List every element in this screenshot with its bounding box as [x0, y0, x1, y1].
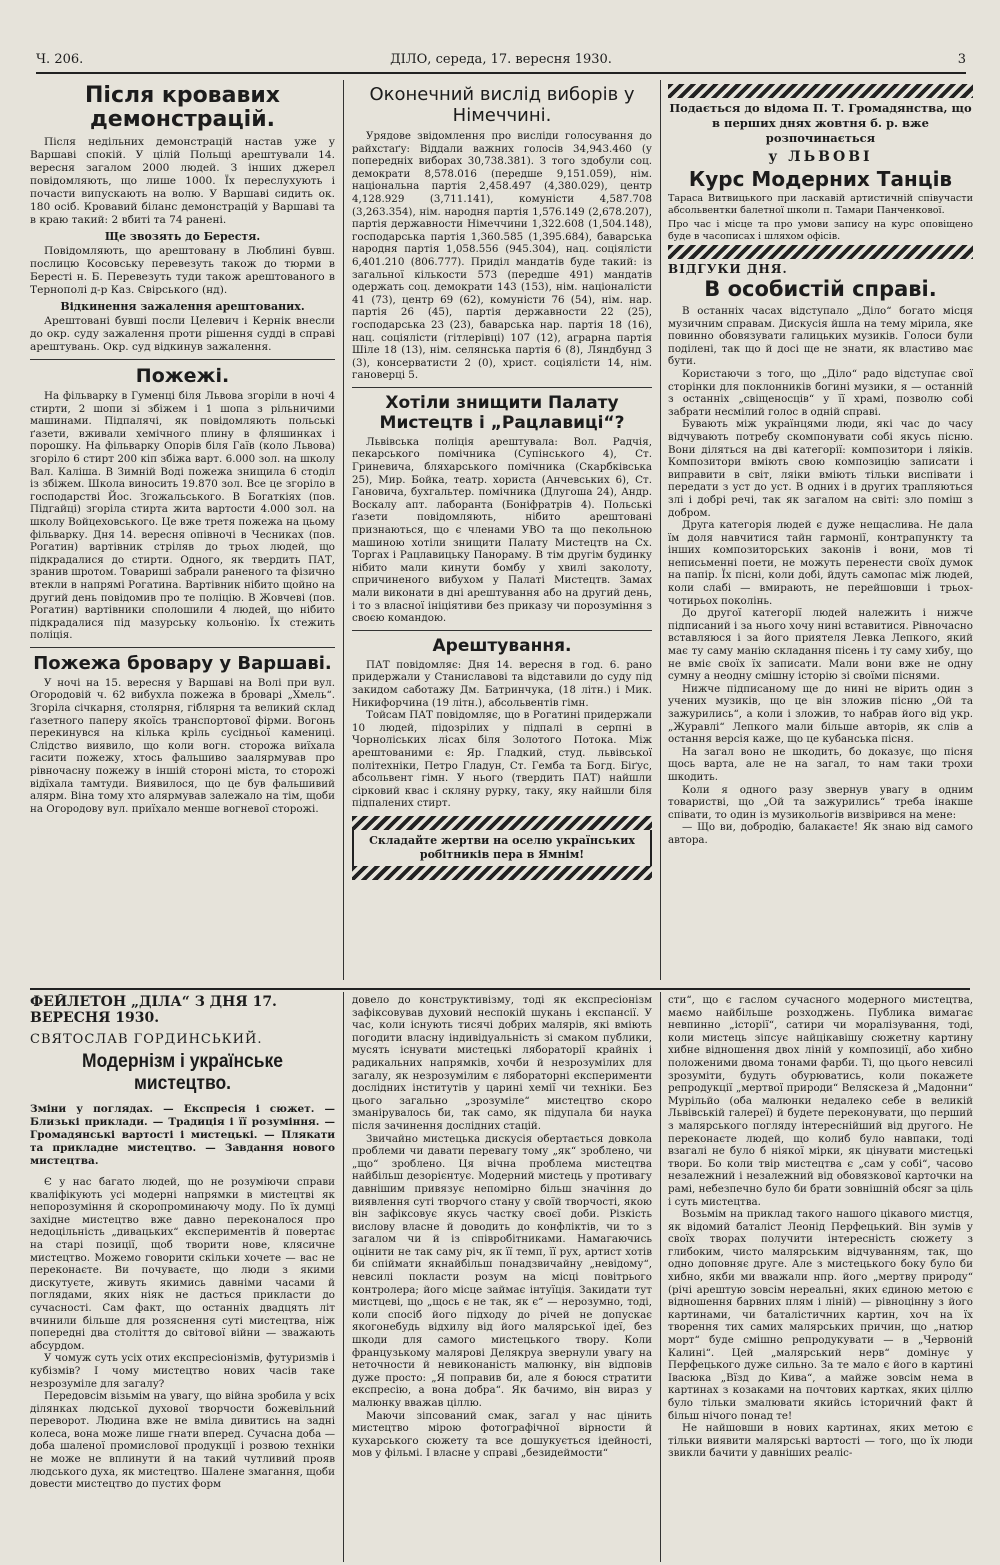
- author-name: СВЯТОСЛАВ ГОРДИНСЬКИЙ.: [30, 1032, 263, 1047]
- divider: [352, 630, 652, 631]
- headline-german-elections: Оконечний вислід виборів у Німеччині.: [369, 84, 635, 126]
- headline-palace-of-arts: Хотіли знищити Палату Мистецтв і „Рацлавиці“?: [379, 392, 625, 433]
- column-1: [30, 84, 335, 986]
- article-paragraph: Звичайно мистецька дискусія обертається довкола проблеми чи давати перевагу тому „як“ зроблено, чи „що“ зроблено. Ця вічна проблема мистецтва найбільш дезорієнтує. Модерний мистець у противагу давнішим привязує непомірно більш значіння до виявлення суті творчого стану у своїй творчості, якою він зафіксовує якусь частку своєї доби. Різкість вислову власне й доводить до конфліктів, чи то з загалом чи й із співробітниками. Намагаючись оцінити не так саму річ, як її темп, її рух, артист хотів би спіймати якнайбільш понадзвичайну „невідому“, невсилі покласти розум на місці повітрього контролера; його місце займає інтуїція. Закидати тут мистцеві, що „щось є не так, як є“ — нерозумно, тоді, коли спосіб його підходу до річей не допускає якогонебудь відхилу від його малярської ідеї, без шкоди для самого мистецького твору. Коли французькому малярові Делякруа звернули увагу на неточности й невиконаність малюнку, він відповів дуже просто: „Я поправив би, але я боюся стратити експресію, а вона добра“. Як бачимо, він вираз у малюнку вважав ціллю.: [352, 1132, 652, 1409]
- article-paragraph: Користаючи з того, що „Діло“ радо відступає свої сторінки для поклонників богині музики, я — останній з останніх „свіщеносців“ у її храмі, позволю собі забрати несмілий голос в одній справі.: [668, 367, 973, 418]
- article-paragraph: Коли я одного разу звернув увагу в одним товаристві, що „Ой та зажурились“ треба інакше співати, то один із музикольогів визвірився на мене:: [668, 783, 973, 821]
- article-paragraph: Маючи зіпсований смак, загал у нас цінить мистецтво мірою фотографічної вірности й кухарського сюжету та все дошукується ідейності, мов у фільмі. І власне у справі „безидеймости“: [352, 1409, 652, 1460]
- article-paragraph: сти“, що є гаслом сучасного модерного мистецтва, маємо найбільше розходжень. Публика вимагає невпинно „історії“, сатири чи моралізування, тоді, коли мистець зіпсує найцікавішу сюжетну картину хибне відношення двох ліній у композиції, або хибно положеними двома тонами фарби. Ті, що цього невсилі зрозуміти, будуть обурюватись, коли покажете репродукції „мертвої природи“ Веляскеза й „Мадонни“ Мурільйо (оба малюнки недалеко себе в великій Львівській галереї) й будете переконувати, що перший з малярського погляду інтереснійший від другого. Не переконаєте людей, що колиб було навпаки, тоді взагалі не було б ніякої мірки, як цінувати мистецькі твори. Бо коли твір мистецтва є „сам у собі“, часово незалежний і незалежний від обовязкової карточки на рамі, небезпечно було би брати зовнішній обсяг за ціль і суть мистецтва.: [668, 994, 973, 1208]
- headline-brewery-fire: Пожежа бровару у Варшаві.: [33, 652, 332, 674]
- ad-text: Про час і місце та про умови запису на курс оповіщено буде в часописах і шляхом офісів.: [668, 219, 973, 242]
- column-divider: [343, 992, 344, 1562]
- feuilleton-title: Модернізм і українське мистецтво.: [82, 1051, 283, 1094]
- decorative-border: [352, 816, 652, 830]
- article-paragraph: Після недільних демонстрацій настав уже у Варшаві спокій. У цілій Польщі арештували 14. вересня загалом 2000 людей. З інших джерел повідомляють, що лише 1000. Їх переслухують і почасти випускають на волю. У Варшаві сидить ок. 180 осіб. Кровавий біланс демонстрацій у Варшаві та в краю такий: 2 вбиті та 74 ранені.: [30, 136, 335, 226]
- ad-city: у ЛЬВОВІ: [768, 149, 873, 165]
- article-paragraph: Нижче підписаному ще до нині не вірить один з учених музиків, що це він зложив пісню „Ой та зажурились“, а коли і зложив, то набрав його від укр. „Журавлі“ Лепкого мали більше авторів, як слів а остання версія каже, що це кубанська пісня.: [668, 682, 973, 746]
- headline-fires: Пожежі.: [135, 365, 230, 387]
- article-paragraph: На фільварку в Гуменці біля Львова згоріли в ночі 4 стирти, 2 шопи зі збіжем і 1 шопа з рільничими машинами. Підпалячі, як повідомляють польські ґазети, вживали хемічного плину в фляшинках і порошку. На фільварку Опорів біля Гаїв (коло Львова) згоріло 6 стирт 200 кіп збіжа варт. 6.000 зол. на школу Вал. Каліша. В Зимній Воді пожежа знищила 6 стоділ із збіжем. Школа виносить 19.870 зол. Все це згоріло в господарстві Йос. Згожальського. В Богаткіях (пов. Підгайці) згоріла стирта жита вартости 4.000 зол. на школу Войцеховського. Це вже третя пожежа на цьому фільварку. Дня 14. вересня опівночі в Чесниках (пов. Рогатин) вартівник стріляв до трьох людей, що підкрадалися до стирти. Одного, як твердить ПАТ, зранив шротом. Товариші забрали раненого та фізично втекли в напрямі Рогатина. Вартівник нібито щойно на другий день повідомив про те поліцію. В Жовчеві (пов. Рогатин) вартівники сполошили 4 людей, що нібито підкрадалися під мазурську кольонію. Їх стежить поліція.: [30, 390, 335, 642]
- subheading: Відкинення зажалення арештованих.: [60, 300, 305, 313]
- ad-announcement: Подається до відома П. Т. Громадянства, що в перших днях жовтня б. р. вже розпочинається: [669, 101, 972, 145]
- divider: [30, 647, 335, 648]
- ad-title: Курс Модерних Танців: [688, 167, 953, 191]
- decorative-border: [668, 84, 973, 98]
- article-paragraph: Возьмім на приклад такого нашого цікавого мистця, як відомий баталіст Леонід Перфецький. Він зумів у своїх творах получити інтересність сюжету з глибоким, чисто малярським відчуванням, так, що одно доповняє друге. Але з мистецького боку було би хибно, якби ми вважали нпр. його „мертву природу“ (річі арештую зовсім нереальні, яких єдиною метою є відношення барвних плям і ліній) — рівноцінну з його картинами, чи баталістичних картин, хоч на їх творення тих самих малярських причин, що „натюр морт“ буде смішно репродукувати — в „Червоній Калині“. Цей „малярський нерв“ домінує у Перфецького дуже сильно. За те мало є його в картині Івасюка „Вїзд до Кива“, а майже зовсім нема в картинах з козаками на почтових картках, яких ціллю було тільки змалювати якийсь історичний факт й більш нічого понад те!: [668, 1208, 973, 1422]
- headline-demonstrations: Після кровавих демонстрацій.: [85, 84, 280, 132]
- article-paragraph: — Що ви, добродію, балакаєте! Як знаю від самого автора.: [668, 821, 973, 846]
- article-paragraph: Арештовані бувші посли Целевич і Кернік внесли до окр. суду зажалення проти рішення судді в справі арештувань. Окр. суд відкинув зажалення.: [30, 315, 335, 353]
- ad-text: Тараса Витвицького при ласкавій артистичній співучасти абсольвентки балетної школи п. Тамари Панченкової.: [668, 193, 973, 216]
- article-paragraph: Друга категорія людей є дуже нещаслива. Не дала їм доля навчитися тайн гармонії, контрапункту та інших композиторських законів і вони, мов ті неписьменні поети, не можуть перенести своїх думок на папір. Їх пісні, коли добі, йдуть самопас між людей, коли слабі — вмирають, не перейшовши і трьох-чотирьох поколінь.: [668, 519, 973, 607]
- article-paragraph: Урядове звідомлення про висліди голосування до райхстаґу: Віддали важних голосів 34,943.460 (у попередніх виборах 30,738.381). З того здобули соц. демократи 8,578.016 (передше 9,151.059), нім. національна партія 2,458.497 (4,380.029), центр 4,128.929 (3,711.141), комуністи 4,587.708 (3,263.354), нім. народня партія 1,576.149 (2,678.207), партія державности Німеччини 1,322.608 (1,504.148), господарська партія 1,360.585 (1,395.684), баварська народня партія 1,058.556 (945.304), нац. соціялісти 6,401.210 (806.777). Приділ мандатів буде такий: із загальної кількости 573 (передше 491) мандатів одержать соц. демократи 143 (153), нім. націоналісти 41 (73), центр 69 (62), комуністи 76 (54), нім. нар. партія 26 (45), партія державности 22 (25), господарська 23 (23), баварська нар. партія 18 (16), нац. соціялісти (гітлерівці) 107 (12), аграрна партія Шіле 18 (13), нім. селянська партія 6 (8), Ляндбунд 3 (3), консерватисти 2 (0), христ. соціялісти 14, нім. гановерці 5.: [352, 130, 652, 382]
- column-2: [352, 84, 652, 986]
- article-paragraph: Є у нас багато людей, що не розуміючи справи кваліфікують усі модерні напрямки в мистецтві як непорозуміння й скоропроминаючу моду. По їх думці західне мистецтво вже давно переконалося про недоцільність „дивацьких“ експериментів й повертає на старі позиції, щоб творити нове, клясичне мистецтво. Можемо говорити скільки хочете — вас не переконаєте. Ви почуваєте, що люди з якими дискутуєте, живуть якимись давніми часами й поглядами, яких ніяк не дасться прикласти до сучасності. Сам факт, що останніх двадцять літ вчинили більше для розяснення суті мистецтва, ніж попередні два століття до світової війни — зважають абсурдом.: [30, 1176, 335, 1352]
- masthead-date: ДІЛО, середа, 17. вересня 1930.: [390, 52, 612, 67]
- page-number: 3: [957, 52, 966, 67]
- page-header: [36, 52, 966, 74]
- feuilleton-header: ФЕЙЛЕТОН „ДІЛА“ З ДНЯ 17. ВЕРЕСНЯ 1930.: [30, 994, 277, 1026]
- rubric-label: ВІДГУКИ ДНЯ.: [668, 262, 788, 276]
- feuilleton-column-1: [30, 994, 335, 1562]
- headline-arrests: Арештування.: [432, 635, 572, 656]
- article-paragraph: В останніх часах відступало „Діло“ богато місця музичним справам. Дискусія йшла на тему мірила, яке повинно обовязувати галицьких музиків. Голоси були поділені, так що й досі ще не знати, як властиво має бути.: [668, 305, 973, 368]
- feuilleton-summary: Зміни у поглядах. — Експресія і сюжет. — Близькі приклади. — Традиція і її розуміння. — Громадянські вартості і мистецькі. — Плякати та прикладне мистецтво. — Завдання нового мистецтва.: [30, 1103, 335, 1167]
- decorative-border: [352, 866, 652, 880]
- article-paragraph: На загал воно не шкодить, бо доказує, що пісня щось варта, але не на загал, то нам таки трохи шкодить.: [668, 745, 973, 783]
- article-paragraph: Передовсім візьмім на увагу, що війна зробила у всіх ділянках людської духової творчости божевільний переворот. Людина вже не вміла дивитись на задні колеса, вона може лише гнати вперед. Сучасна доба — доба шаленої промислової продукції і розвою техніки не може не вплинути й на такий чутливий прояв людського духа, як мистецтво. Шалене змагання, щоби довести мистецтво до пустих форм: [30, 1390, 335, 1491]
- issue-number: Ч. 206.: [36, 52, 84, 67]
- article-paragraph: Тойсам ПАТ повідомляє, що в Рогатині придержали 10 людей, підозрілих у підпалі в серпні в Чорноліських лісах біля Золотого Потока. Між арештованими є: Яр. Гладкий, студ. львівської політехніки, Петро Гладун, Ст. Гемба та Богд. Біґус, абсольвент гімн. У нього (твердить ПАТ) найшли сірковий квас і скляну рурку, таку, яку найшли біля підпалених стирт.: [352, 709, 652, 810]
- article-paragraph: Не найшовши в нових картинах, яких метою є тільки виявити малярські вартості — того, що їх люди звикли бачити у давніших реаліс-: [668, 1422, 973, 1460]
- article-paragraph: довело до конструктивізму, тоді як експресіонізм зафіксовував духовий неспокій шукань і експансії. У час, коли існують тисячі добрих малярів, які вміють погодити власну індивідуальність зі смаком публики, мусять існувати мистецькі лябораторії крайніх і радикальних напрямків, хочби й незрозумілих для загалу, як незрозумілим є лябораторні експерименти дослідних інститутів у царині хемії чи техніки. Без цього загально „зрозуміле“ мистецтво скоро зманірувалось би, так само, як підупала би наука після зачинення дослідних стацій.: [352, 994, 652, 1132]
- headline-personal-matter: В особистій справі.: [704, 277, 937, 301]
- donation-appeal: Складайте жертви на оселю українських робітників пера в Ямнім!: [352, 830, 652, 866]
- decorative-border: [668, 245, 973, 259]
- article-paragraph: До другої категорії людей належить і нижче підписаний і за нього хочу нині вставитися. Рівночасно вставляюся і за його приятеля Левка Лепкого, який має ту саму манію складання пісень і ту саму хибу, що не вміє своїх їх записати. Мали вони вже не одну сумну а неодну смішну історію зі своїми піснями.: [668, 607, 973, 683]
- subheading: Ще звозять до Берестя.: [104, 230, 261, 243]
- column-3: [668, 84, 973, 986]
- article-paragraph: У ночі на 15. вересня у Варшаві на Волі при вул. Огородовій ч. 62 вибухла пожежа в броварі „Хмель“. Згоріла січкарня, столярня, гіблярня та великий склад ґазетного паперу якоїсь транспортової фірми. Вогонь перекинувся на кілька кріль сусідньої камениці. Слідство виявило, що коли вогн. сторожа виїхала гасити пожежу, хтось фальшиво заалярмував про рівночасну пожежу в іншій стороні міста, то сторожі відїхала тамтуди. Виявилося, що це був фальшивий алярм. Віна тому хто алярмував залежало на тім, щоби на Огородову вул. приїхало менше вогневої сторожі.: [30, 676, 335, 815]
- section-divider: [30, 988, 970, 990]
- feuilleton-column-2: [352, 994, 652, 1562]
- article-paragraph: ПАТ повідомляє: Дня 14. вересня в год. 6. рано придержали у Станиславові та відставили до суду під закидом саботажу Дм. Батринчука, (18 літн.) і Мик. Никифорчина (19 літн.), абсольвентів гімн.: [352, 658, 652, 709]
- divider: [352, 387, 652, 388]
- column-divider: [343, 80, 344, 980]
- article-paragraph: У чомуж суть усіх отих експресіонізмів, футуризмів і кубізмів? І чому мистецтво нових часів таке незрозуміле для загалу?: [30, 1352, 335, 1390]
- column-divider: [660, 80, 661, 980]
- article-paragraph: Львівська поліція арештувала: Вол. Радчія, пекарського помічника (Супінського 4), Ст. Гриневича, бляхарського помічника (Скарбківська 25), Мир. Бойка, театр. хориста (Анчевських 6), Ст. Гановича, бухгальтер. помічника (Длугоша 24), Андр. Воскалу апт. лаборанта (Боніфратрів 4). Польські ґазети повідомляють, нібито арештовані признаються, що є членами УВО та що пекольною машиною хотіли знищити Палату Мистецтв на Сх. Торгах і Рацлавицьку Панораму. В тім другім будинку нібито мали кинути бомбу у хвилі заколоту, спричиненого вибухом у Палаті Мистецтв. Замах мали виконати в дні арештування або на другий день, і то з власної ініціятиви без приказу чи порозуміння з своєю командою.: [352, 435, 652, 625]
- article-paragraph: Бувають між українцями люди, які час до часу відчувають потребу скомпонувати собі якусь пісню. Вони діляться на дві категорії: композитори і ляіків. Композитори вміють свою композицію записати і виправити в світ, ляіки вміють тільки виспівати і передати з уст до уст. В одних і в других трапляються злі і добрі речі, так як загалом на світі: зло поміш з добром.: [668, 418, 973, 519]
- feuilleton-column-3: [668, 994, 973, 1562]
- divider: [30, 359, 335, 360]
- column-divider: [660, 992, 661, 1562]
- article-paragraph: Повідомляють, що арештовану в Люблині бувш. послицю Косовську перевезуть також до тюрми в Бересті н. Б. Перевезуть туди також арештованого в Тернополі д-р Каз. Свірського (нд).: [30, 245, 335, 296]
